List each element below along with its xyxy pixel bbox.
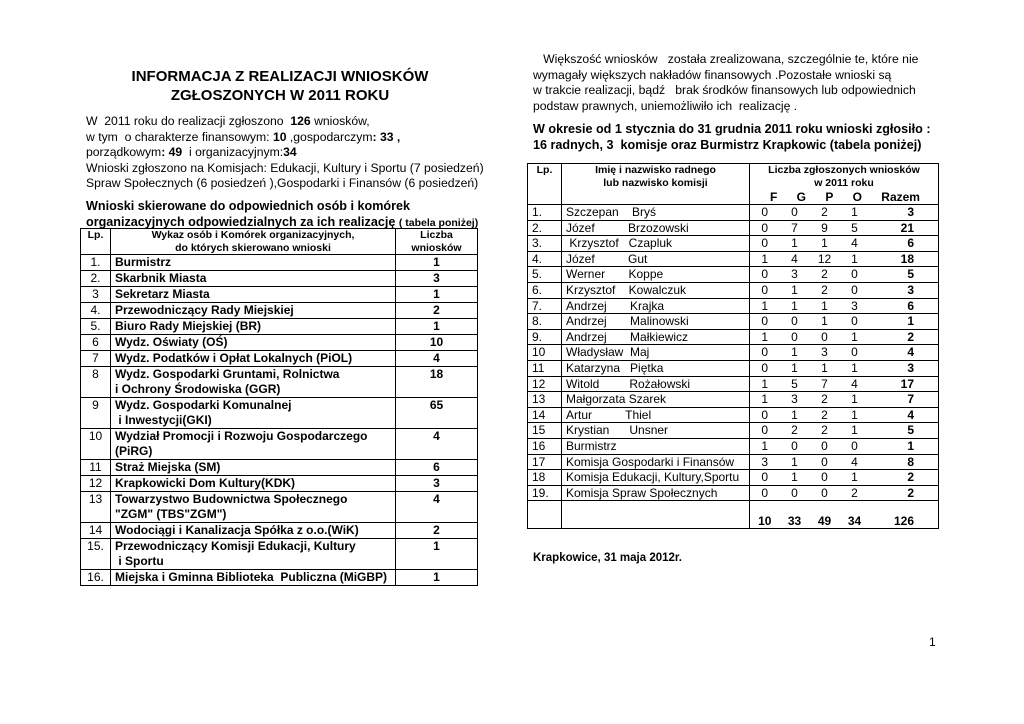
row-value-f: 0: [750, 485, 780, 501]
row-lp: 8: [81, 367, 111, 398]
intro-text: W 2011 roku do realizacji zgłoszono 126 wniosków, w tym o charakterze finansowym: 10 ,gospodarczym: 33 , porządkowym: 49 i organizacyjnym:34 Wnioski zgłoszono na Komisjach: Edukacji, Kultury i Sportu (7 posiedzeń) Spraw Społecznych (6 posiedzeń ),Gospodarki i Finansów (6 posiedzeń): [86, 114, 484, 190]
row-count: 1: [396, 570, 478, 586]
row-name: Witold Rożałowski: [562, 376, 750, 392]
row-name: Artur Thiel: [562, 407, 750, 423]
row-value-p: 12: [810, 251, 840, 267]
departments-table: [80, 228, 478, 586]
table-row: [528, 360, 939, 376]
row-department: Wydz. Podatków i Opłat Lokalnych (PiOL): [111, 351, 396, 367]
row-value-o: 1: [840, 423, 870, 439]
row-value-o: 1: [840, 329, 870, 345]
table-row: [528, 251, 939, 267]
row-lp: 3.: [528, 236, 562, 252]
row-name: Burmistrz: [562, 438, 750, 454]
row-name: Andrzej Malinowski: [562, 314, 750, 330]
row-count: 18: [396, 367, 478, 398]
row-value-o: 1: [840, 360, 870, 376]
row-value-f: 1: [750, 251, 780, 267]
row-value-g: 1: [780, 236, 810, 252]
header-lp: Lp.: [528, 164, 562, 205]
row-value-f: 1: [750, 329, 780, 345]
row-total: 1: [870, 438, 939, 454]
row-value-f: 1: [750, 392, 780, 408]
table-row: [81, 539, 478, 570]
row-value-f: 0: [750, 314, 780, 330]
row-count: 6: [396, 460, 478, 476]
row-lp: 6: [81, 335, 111, 351]
row-name: Andrzej Krajka: [562, 298, 750, 314]
row-value-g: 1: [780, 298, 810, 314]
row-value-o: 2: [840, 485, 870, 501]
row-department: Wydz. Gospodarki Gruntami, Rolnictwa i Ochrony Środowiska (GGR): [111, 367, 396, 398]
row-value-o: 1: [840, 470, 870, 486]
row-value-g: 1: [780, 360, 810, 376]
table-row: [528, 376, 939, 392]
header-name: Imię i nazwisko radnego lub nazwisko komisji: [562, 164, 750, 205]
total-p: 49: [810, 501, 840, 529]
row-value-g: 1: [780, 454, 810, 470]
table-row: [528, 438, 939, 454]
total-f: 10: [750, 501, 780, 529]
table-row: [528, 454, 939, 470]
row-name: Józef Brzozowski: [562, 220, 750, 236]
row-lp: 10: [528, 345, 562, 361]
col-header-f: F: [770, 190, 778, 204]
row-value-g: 5: [780, 376, 810, 392]
row-name: Andrzej Małkiewicz: [562, 329, 750, 345]
row-department: Biuro Rady Miejskiej (BR): [111, 319, 396, 335]
table-row: [528, 470, 939, 486]
row-value-o: 4: [840, 454, 870, 470]
row-department: Wodociągi i Kanalizacja Spółka z o.o.(WiK): [111, 523, 396, 539]
row-value-o: 0: [840, 267, 870, 283]
row-value-o: 1: [840, 407, 870, 423]
row-value-f: 0: [750, 220, 780, 236]
header-department: Wykaz osób i Komórek organizacyjnych, do których skierowano wnioski: [111, 229, 396, 255]
row-value-o: 0: [840, 438, 870, 454]
table-row: [81, 367, 478, 398]
row-department: Przewodniczący Komisji Edukacji, Kultury i Sportu: [111, 539, 396, 570]
row-value-f: 0: [750, 360, 780, 376]
table-row: [528, 298, 939, 314]
col-header-razem: Razem: [881, 190, 920, 204]
row-name: Katarzyna Piętka: [562, 360, 750, 376]
row-lp: 19.: [528, 485, 562, 501]
row-lp: 16.: [81, 570, 111, 586]
row-total: 7: [870, 392, 939, 408]
row-department: Miejska i Gminna Biblioteka Publiczna (MiGBP): [111, 570, 396, 586]
table-row: [528, 392, 939, 408]
row-value-p: 2: [810, 282, 840, 298]
totals-row: [528, 501, 939, 529]
row-count: 65: [396, 398, 478, 429]
table-row: [81, 303, 478, 319]
row-department: Skarbnik Miasta: [111, 271, 396, 287]
row-department: Wydz. Oświaty (OŚ): [111, 335, 396, 351]
row-value-p: 2: [810, 423, 840, 439]
row-total: 21: [870, 220, 939, 236]
row-value-o: 0: [840, 282, 870, 298]
row-value-f: 0: [750, 407, 780, 423]
row-value-p: 0: [810, 454, 840, 470]
row-value-g: 3: [780, 267, 810, 283]
summary-paragraph: Większość wniosków została zrealizowana, szczególnie te, które nie wymagały większych nakładów finansowych .Pozostałe wnioski są w trakcie realizacji, bądź brak środków finansowych lub odpowiednich podstaw prawnych, uniemożliwiło ich realizację .: [533, 52, 919, 113]
row-value-f: 0: [750, 267, 780, 283]
row-lp: 4.: [528, 251, 562, 267]
row-value-p: 1: [810, 298, 840, 314]
row-count: 1: [396, 287, 478, 303]
col-header-o: O: [852, 190, 862, 204]
table-row: [528, 205, 939, 221]
row-value-g: 0: [780, 205, 810, 221]
row-name: Małgorzata Szarek: [562, 392, 750, 408]
row-total: 5: [870, 423, 939, 439]
row-total: 17: [870, 376, 939, 392]
row-department: Wydz. Gospodarki Komunalnej i Inwestycji(GKI): [111, 398, 396, 429]
row-value-g: 0: [780, 329, 810, 345]
row-total: 6: [870, 236, 939, 252]
row-lp: 4.: [81, 303, 111, 319]
row-value-f: 1: [750, 376, 780, 392]
table-row: [81, 287, 478, 303]
row-value-o: 4: [840, 236, 870, 252]
row-value-p: 1: [810, 314, 840, 330]
row-value-p: 0: [810, 438, 840, 454]
row-lp: 1.: [528, 205, 562, 221]
row-lp: 12: [81, 476, 111, 492]
table-row: [81, 271, 478, 287]
row-total: 1: [870, 314, 939, 330]
row-total: 2: [870, 470, 939, 486]
table-row: [528, 423, 939, 439]
row-count: 1: [396, 255, 478, 271]
row-department: Towarzystwo Budownictwa Społecznego "ZGM" (TBS"ZGM"): [111, 492, 396, 523]
row-total: 2: [870, 485, 939, 501]
table-row: [81, 255, 478, 271]
table-row: [81, 319, 478, 335]
row-value-p: 0: [810, 329, 840, 345]
row-total: 2: [870, 329, 939, 345]
row-lp: 13: [81, 492, 111, 523]
row-department: Przewodniczący Rady Miejskiej: [111, 303, 396, 319]
table-row: [81, 460, 478, 476]
table-row: [528, 345, 939, 361]
row-department: Wydział Promocji i Rozwoju Gospodarczego (PiRG): [111, 429, 396, 460]
row-value-o: 1: [840, 205, 870, 221]
row-count: 4: [396, 429, 478, 460]
row-department: Burmistrz: [111, 255, 396, 271]
row-value-p: 1: [810, 236, 840, 252]
row-lp: 9.: [528, 329, 562, 345]
row-count: 3: [396, 271, 478, 287]
table-row: [528, 314, 939, 330]
row-count: 1: [396, 319, 478, 335]
row-value-g: 0: [780, 314, 810, 330]
row-lp: 7: [81, 351, 111, 367]
row-total: 18: [870, 251, 939, 267]
row-value-g: 2: [780, 423, 810, 439]
row-lp: 7.: [528, 298, 562, 314]
row-lp: 14: [81, 523, 111, 539]
table-row: [81, 570, 478, 586]
right-table-heading: W okresie od 1 stycznia do 31 grudnia 2011 roku wnioski zgłosiło : 16 radnych, 3 komisje oraz Burmistrz Krapkowic (tabela poniżej): [533, 122, 931, 152]
councillors-table: [527, 163, 939, 529]
row-count: 10: [396, 335, 478, 351]
row-lp: 2.: [528, 220, 562, 236]
row-total: 4: [870, 345, 939, 361]
row-total: 3: [870, 360, 939, 376]
row-count: 4: [396, 351, 478, 367]
table-row: [81, 492, 478, 523]
row-name: Krzysztof Czapluk: [562, 236, 750, 252]
title-line-1: INFORMACJA Z REALIZACJI WNIOSKÓW: [131, 68, 429, 85]
row-value-f: 1: [750, 438, 780, 454]
row-value-o: 4: [840, 376, 870, 392]
row-value-g: 4: [780, 251, 810, 267]
header-count: Liczba wniosków: [396, 229, 478, 255]
table-row: [81, 523, 478, 539]
row-value-p: 3: [810, 345, 840, 361]
row-department: Straż Miejska (SM): [111, 460, 396, 476]
row-lp: 11: [81, 460, 111, 476]
row-value-f: 0: [750, 423, 780, 439]
row-lp: 3: [81, 287, 111, 303]
row-value-o: 5: [840, 220, 870, 236]
row-lp: 5.: [528, 267, 562, 283]
row-value-p: 2: [810, 392, 840, 408]
row-lp: 15.: [81, 539, 111, 570]
row-value-g: 7: [780, 220, 810, 236]
table-row: [528, 236, 939, 252]
row-total: 6: [870, 298, 939, 314]
page-number: 1: [929, 635, 936, 649]
header-count-group: Liczba zgłoszonych wniosków w 2011 roku F G P O Razem: [750, 164, 939, 205]
row-name: Władysław Maj: [562, 345, 750, 361]
row-lp: 6.: [528, 282, 562, 298]
row-value-g: 0: [780, 438, 810, 454]
row-value-o: 1: [840, 392, 870, 408]
row-count: 3: [396, 476, 478, 492]
table-row: [81, 476, 478, 492]
left-table-heading: Wnioski skierowane do odpowiednich osób i komórek organizacyjnych odpowiedzialnych za ich realizację ( tabela poniżej): [86, 199, 479, 229]
row-value-o: 0: [840, 345, 870, 361]
row-name: Szczepan Bryś: [562, 205, 750, 221]
row-value-p: 7: [810, 376, 840, 392]
row-count: 1: [396, 539, 478, 570]
row-count: 4: [396, 492, 478, 523]
row-lp: 1.: [81, 255, 111, 271]
row-value-g: 1: [780, 345, 810, 361]
table-row: [528, 220, 939, 236]
row-lp: 5.: [81, 319, 111, 335]
row-lp: 11: [528, 360, 562, 376]
col-header-p: P: [825, 190, 834, 204]
table-row: [81, 429, 478, 460]
row-value-g: 3: [780, 392, 810, 408]
row-name: Werner Koppe: [562, 267, 750, 283]
row-total: 4: [870, 407, 939, 423]
document-title: [80, 67, 480, 105]
row-value-o: 3: [840, 298, 870, 314]
total-o: 34: [840, 501, 870, 529]
row-value-f: 1: [750, 298, 780, 314]
row-total: 8: [870, 454, 939, 470]
row-total: 3: [870, 205, 939, 221]
table-row: [81, 351, 478, 367]
row-lp: 10: [81, 429, 111, 460]
row-value-g: 1: [780, 470, 810, 486]
row-count: 2: [396, 523, 478, 539]
row-department: Sekretarz Miasta: [111, 287, 396, 303]
row-lp: 16: [528, 438, 562, 454]
row-lp: 13: [528, 392, 562, 408]
row-value-f: 0: [750, 282, 780, 298]
row-value-g: 1: [780, 282, 810, 298]
table-row: [528, 267, 939, 283]
header-lp: Lp.: [81, 229, 111, 255]
row-value-f: 0: [750, 470, 780, 486]
row-department: Krapkowicki Dom Kultury(KDK): [111, 476, 396, 492]
row-value-o: 1: [840, 251, 870, 267]
row-value-f: 0: [750, 345, 780, 361]
table-row: [528, 407, 939, 423]
row-value-p: 2: [810, 407, 840, 423]
row-value-p: 0: [810, 470, 840, 486]
row-value-p: 9: [810, 220, 840, 236]
col-header-g: G: [796, 190, 806, 204]
table-row: [528, 282, 939, 298]
row-lp: 18: [528, 470, 562, 486]
row-value-p: 1: [810, 360, 840, 376]
row-value-f: 3: [750, 454, 780, 470]
row-name: Komisja Gospodarki i Finansów: [562, 454, 750, 470]
row-name: Krzysztof Kowalczuk: [562, 282, 750, 298]
row-lp: 12: [528, 376, 562, 392]
row-value-p: 0: [810, 485, 840, 501]
row-name: Komisja Spraw Społecznych: [562, 485, 750, 501]
table-row: [81, 398, 478, 429]
row-value-p: 2: [810, 205, 840, 221]
row-value-p: 2: [810, 267, 840, 283]
row-value-g: 1: [780, 407, 810, 423]
row-value-f: 0: [750, 205, 780, 221]
total-razem: 126: [870, 501, 939, 529]
row-lp: 9: [81, 398, 111, 429]
table-row: [81, 335, 478, 351]
total-g: 33: [780, 501, 810, 529]
row-value-o: 0: [840, 314, 870, 330]
row-lp: 2.: [81, 271, 111, 287]
row-total: 3: [870, 282, 939, 298]
row-name: Józef Gut: [562, 251, 750, 267]
row-count: 2: [396, 303, 478, 319]
row-value-f: 0: [750, 236, 780, 252]
table-row: [528, 329, 939, 345]
row-lp: 15: [528, 423, 562, 439]
row-name: Komisja Edukacji, Kultury,Sportu: [562, 470, 750, 486]
row-lp: 14: [528, 407, 562, 423]
row-value-g: 0: [780, 485, 810, 501]
title-line-2: ZGŁOSZONYCH W 2011 ROKU: [170, 87, 390, 104]
table-row: [528, 485, 939, 501]
row-total: 5: [870, 267, 939, 283]
place-date: Krapkowice, 31 maja 2012r.: [533, 552, 682, 564]
row-name: Krystian Unsner: [562, 423, 750, 439]
row-lp: 8.: [528, 314, 562, 330]
row-lp: 17: [528, 454, 562, 470]
